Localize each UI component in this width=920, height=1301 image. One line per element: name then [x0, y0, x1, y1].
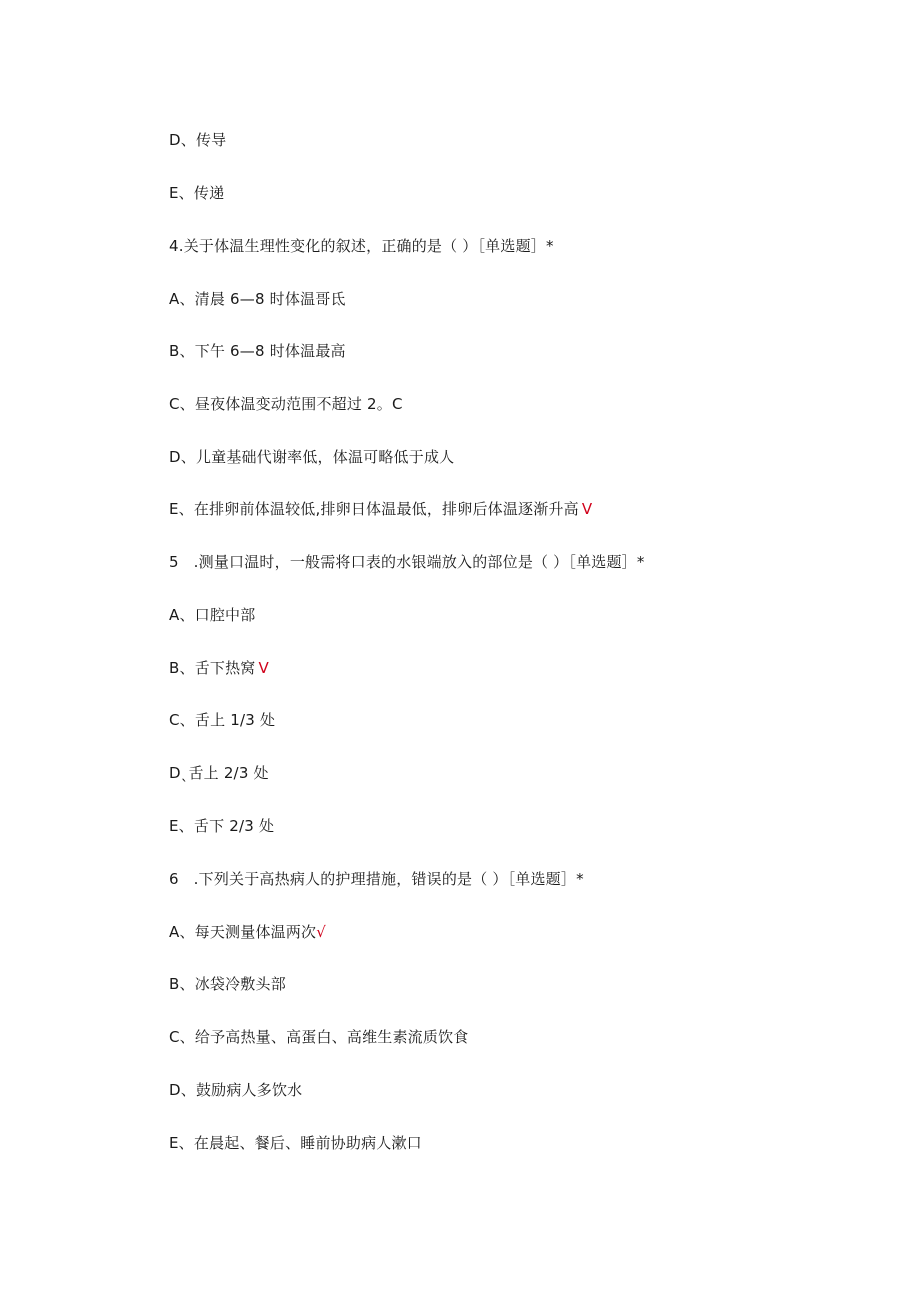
option-d-conduction	[169, 130, 226, 150]
q5-option-a	[169, 605, 255, 625]
line-text: E、舌下 2/3 处	[169, 817, 275, 835]
correct-answer-mark: V	[581, 500, 593, 518]
line-text: Dˎ舌上 2/3 处	[169, 764, 269, 782]
q6-option-b	[169, 974, 286, 994]
line-text: A、口腔中部	[169, 606, 256, 624]
line-text: C、舌上 1/3 处	[169, 711, 276, 729]
option-e-transmission	[169, 183, 224, 203]
question-text: 4.关于体温生理性变化的叙述，正确的是（ ）［单选题］*	[169, 237, 554, 255]
q6-option-c	[169, 1027, 468, 1047]
q6-option-d	[169, 1080, 302, 1100]
question-6	[169, 869, 584, 889]
question-5	[169, 552, 645, 572]
line-text: B、冰袋冷敷头部	[169, 975, 286, 993]
line-text: C、给予高热量、高蛋白、高维生素流质饮食	[169, 1028, 469, 1046]
q4-option-c	[169, 394, 403, 414]
q4-option-a	[169, 289, 346, 309]
question-text: 5 .测量口温时，一般需将口表的水银端放入的部位是（ ）［单选题］*	[169, 553, 645, 571]
line-text: C、昼夜体温变动范围不超过 2。C	[169, 395, 403, 413]
q4-option-d	[169, 447, 454, 467]
question-4	[169, 236, 554, 256]
line-text: A、清晨 6—8 时体温哥氐	[169, 290, 346, 308]
question-text: 6 .下列关于高热病人的护理措施，错误的是（ ）［单选题］*	[169, 870, 584, 888]
line-text: E、在晨起、餐后、睡前协助病人漱口	[169, 1134, 422, 1152]
q6-option-e	[169, 1133, 422, 1153]
line-text: D、鼓励病人多饮水	[169, 1081, 303, 1099]
line-text: A、每天测量体温两次	[169, 923, 317, 941]
q5-option-b	[169, 658, 269, 678]
q5-option-d	[169, 763, 269, 783]
q4-option-e	[169, 499, 592, 519]
line-text: E、传递	[169, 184, 225, 202]
correct-answer-mark: V	[258, 659, 269, 677]
q4-option-b	[169, 341, 346, 361]
line-text: B、下午 6—8 时体温最高	[169, 342, 346, 360]
q5-option-e	[169, 816, 274, 836]
line-text: D、儿童基础代谢率低，体温可略低于成人	[169, 448, 455, 466]
q6-option-a	[169, 922, 326, 942]
correct-answer-mark: √	[316, 923, 327, 941]
line-text: B、舌下热窝	[169, 659, 256, 677]
q5-option-c	[169, 710, 275, 730]
line-text: E、在排卵前体温较低,排卵日体温最低，排卵后体温逐渐升高	[169, 500, 579, 518]
line-text: D、传导	[169, 131, 227, 149]
